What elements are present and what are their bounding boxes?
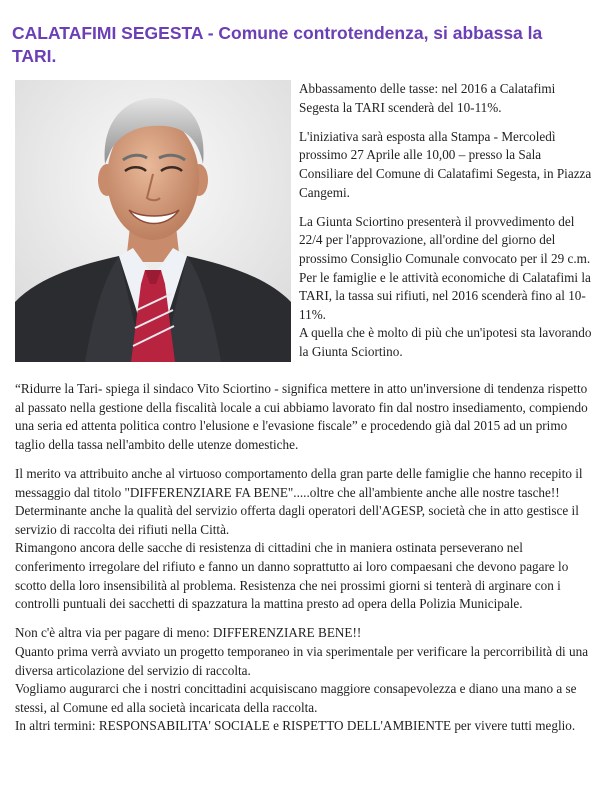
- body-paragraph: Determinante anche la qualità del servizio offerta dagli operatori dell'AGESP, società che in atto gestisce il servizio di raccolta dei rifiuti nella Città.: [15, 503, 579, 537]
- intro-paragraph: Abbassamento delle tasse: nel 2016 a Calatafimi Segesta la TARI scenderà del 10-11%.: [299, 81, 556, 115]
- mayor-portrait-photo: [15, 80, 291, 362]
- article-body: [15, 380, 591, 736]
- body-paragraph: Quanto prima verrà avviato un progetto temporaneo in via sperimentale per verificare la percorribilità di una diversa articolazione del servizio di raccolta.: [15, 643, 589, 678]
- body-paragraph: Rimangono ancora delle sacche di resistenza di cittadini che in maniera ostinata perseverano nel conferimento irregolare del rifiuto e fanno un danno soprattutto ai loro compaesani che devono pagare lo scotto della loro insensibilità al problema. Resistenza che nei prossimi giorni si tenterà di arginare con i controlli puntuali dei sacchetti di spazzatura la mattina presto ad opera della Polizia Municipale.: [15, 540, 569, 612]
- body-paragraph: Il merito va attribuito anche al virtuoso comportamento della gran parte delle famiglie che hanno recepito il messaggio dal titolo "DIFFERENZIARE FA BENE".....oltre che all'ambiente anche alle nostre tasche!!: [15, 465, 583, 500]
- article-title: CALATAFIMI SEGESTA - Comune controtendenza, si abbassa la TARI.: [12, 23, 543, 66]
- intro-column: [299, 80, 595, 362]
- body-paragraph: Non c'è altra via per pagare di meno: DIFFERENZIARE BENE!!: [15, 625, 362, 641]
- intro-paragraph: L'iniziativa sarà esposta alla Stampa - Mercoledì prossimo 27 Aprile alle 10,00 – presso la Sala Consiliare del Comune di Calatafimi Segesta, in Piazza Cangemi.: [299, 128, 592, 200]
- intro-paragraph: A quella che è molto di più che un'ipotesi sta lavorando la Giunta Sciortino.: [299, 325, 592, 359]
- body-paragraph: Vogliamo augurarci che i nostri concittadini acquisiscano maggiore consapevolezza e diano una mano a se stessi, al Comune ed alla società incaricata della raccolta.: [15, 681, 577, 715]
- body-paragraph: “Ridurre la Tari- spiega il sindaco Vito Sciortino - significa mettere in atto un'inversione di tendenza rispetto al passato nella gestione della fiscalità locale a cui abbiamo lavorato fin dal nostro insediamento, compiendo una seria ed attenta politica contro l'elusione e l'evasione fiscale” e procedendo già dal 2015 ad un primo taglio della tassa nell'ambito delle utenze domestiche.: [15, 381, 588, 452]
- intro-paragraph: La Giunta Sciortino presenterà il provvedimento del 22/4 per l'approvazione, all'ordine del giorno del prossimo Consiglio Comunale convocato per il 29 c.m.: [299, 213, 591, 266]
- body-paragraph: In altri termini: RESPONSABILITA' SOCIALE e RISPETTO DELL'AMBIENTE per vivere tutti meglio.: [15, 718, 576, 734]
- portrait-photo-icon: [15, 80, 291, 362]
- intro-paragraph: Per le famiglie e le attività economiche di Calatafimi la TARI, la tassa sui rifiuti, nel 2016 scenderà fino al 10-11%.: [299, 269, 591, 322]
